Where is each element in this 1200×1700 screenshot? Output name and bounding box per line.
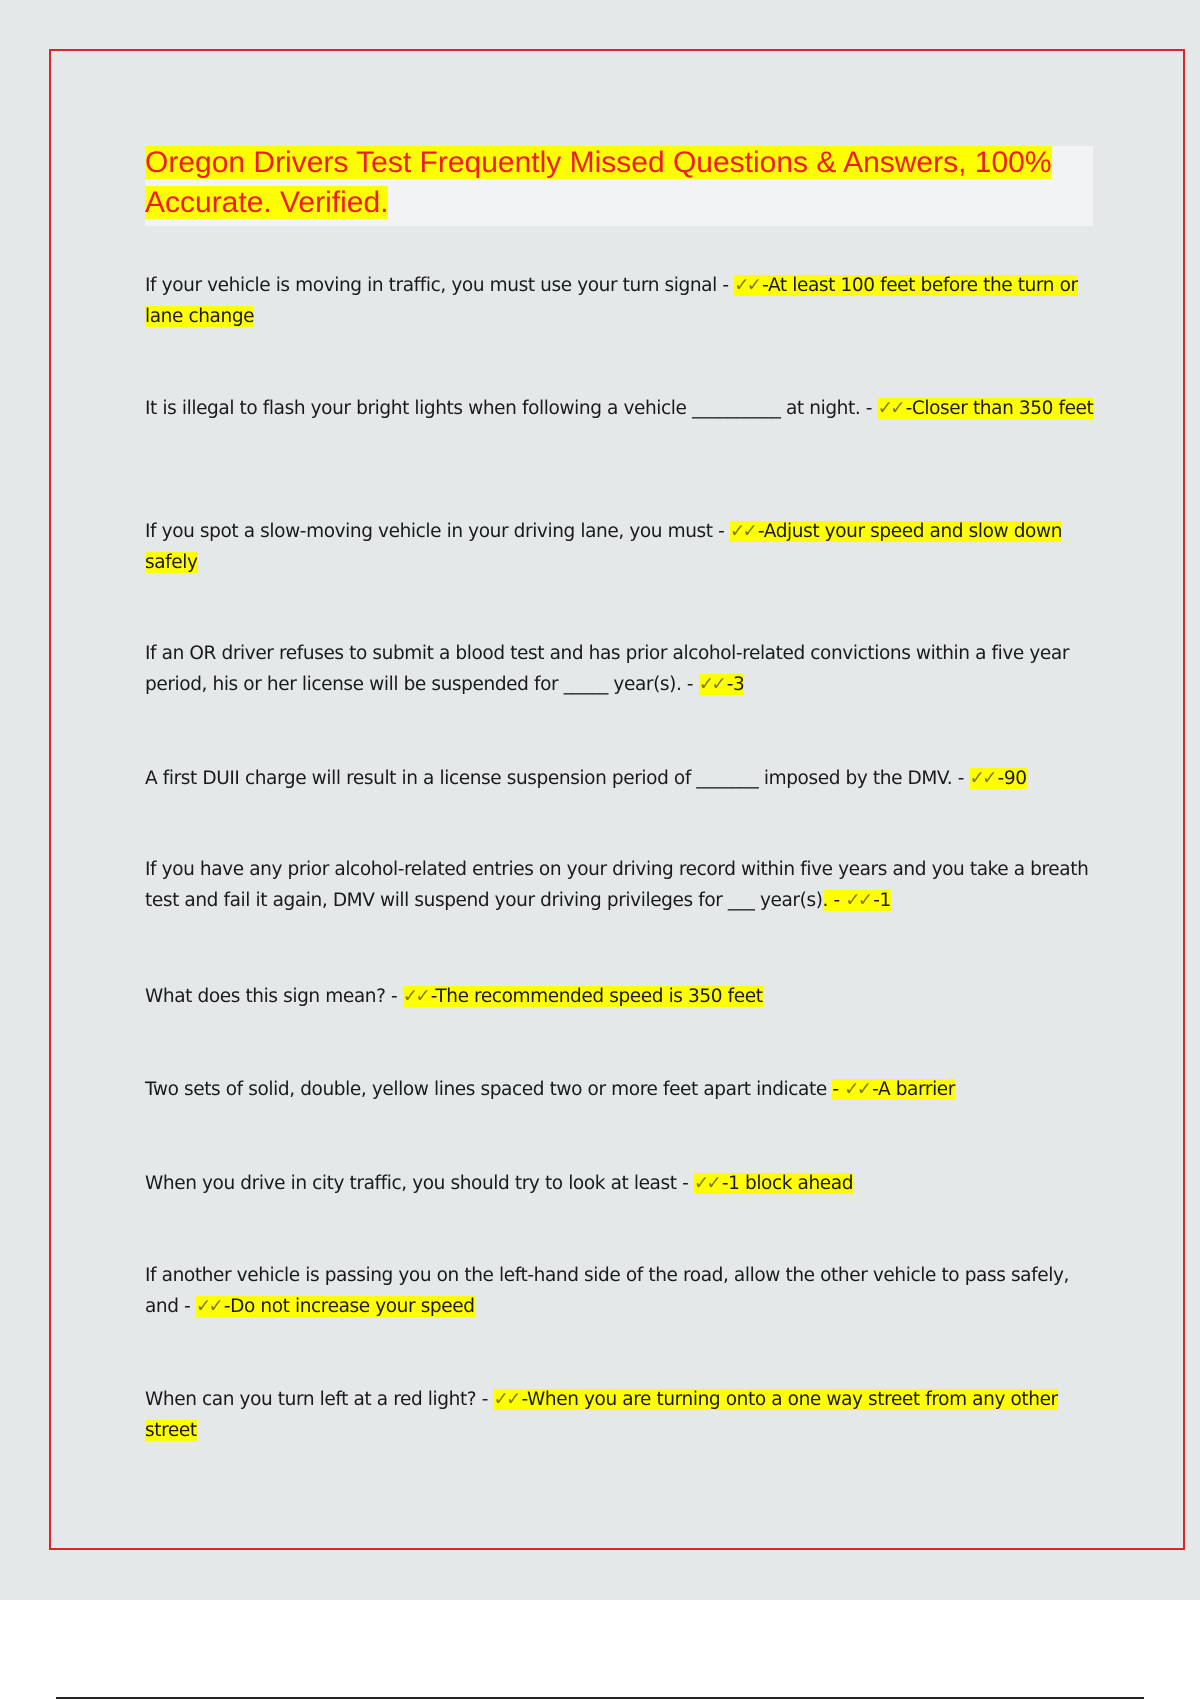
answer-highlight (823, 890, 891, 911)
answer-highlight (832, 1079, 955, 1100)
question-text: Two sets of solid, double, yellow lines spaced two or more feet apart indicate (145, 1079, 833, 1100)
qa-item-10 (145, 1260, 1095, 1322)
double-check-icon: ✓✓ (195, 1296, 221, 1317)
document-title: Oregon Drivers Test Frequently Missed Questions & Answers, 100% Accurate. Verified. (145, 146, 1052, 219)
answer-highlight (694, 1173, 853, 1194)
double-check-icon: ✓✓ (698, 674, 724, 695)
answer-highlight (699, 674, 745, 695)
double-check-icon: ✓✓ (493, 1389, 519, 1410)
footer-rule (56, 1697, 1144, 1699)
answer-text: -1 block ahead (721, 1173, 854, 1194)
qa-item-3 (145, 516, 1095, 578)
qa-item-6 (145, 854, 1095, 916)
question-text: If your vehicle is moving in traffic, you must use your turn signal - (145, 275, 735, 296)
qa-item-1 (145, 270, 1095, 332)
double-check-icon: ✓✓ (729, 521, 755, 542)
answer-text: -Closer than 350 feet (905, 398, 1094, 419)
answer-text: -When you are turning onto a one way street from any other street (145, 1389, 1058, 1441)
answer-text: -At least 100 feet before the turn or lane change (145, 275, 1078, 327)
answer-text: -A barrier (872, 1079, 955, 1100)
double-check-icon: ✓✓ (402, 986, 428, 1007)
answer-prefix: - (832, 1079, 845, 1100)
answer-text: -3 (726, 674, 745, 695)
answer-prefix: . - (822, 890, 846, 911)
qa-item-7 (145, 981, 1095, 1012)
qa-item-2 (145, 393, 1095, 424)
question-text: If you spot a slow-moving vehicle in your driving lane, you must - (145, 521, 730, 542)
double-check-icon: ✓✓ (969, 768, 995, 789)
double-check-icon: ✓✓ (734, 275, 760, 296)
answer-text: -90 (997, 768, 1027, 789)
double-check-icon: ✓✓ (877, 398, 903, 419)
question-text: If an OR driver refuses to submit a blood test and has prior alcohol-related convictions within a five year period, his or her license will be suspended for _____ year(s). - (145, 643, 1070, 695)
answer-text: -Do not increase your speed (223, 1296, 475, 1317)
question-text: If another vehicle is passing you on the left-hand side of the road, allow the other vehicle to pass safely, and - (145, 1265, 1069, 1317)
answer-highlight (403, 986, 763, 1007)
question-text: What does this sign mean? - (145, 986, 403, 1007)
qa-item-9 (145, 1168, 1095, 1199)
answer-text: -The recommended speed is 350 feet (430, 986, 763, 1007)
qa-item-11 (145, 1384, 1095, 1446)
question-text: If you have any prior alcohol-related entries on your driving record within five years and you take a breath test and fail it again, DMV will suspend your driving privileges for ___ year(s) (145, 859, 1089, 911)
double-check-icon: ✓✓ (844, 1079, 870, 1100)
answer-highlight (970, 768, 1027, 789)
question-text: When you drive in city traffic, you should try to look at least - (145, 1173, 694, 1194)
qa-item-8 (145, 1074, 1095, 1105)
answer-highlight (196, 1296, 475, 1317)
answer-text: -1 (873, 890, 891, 911)
answer-text: -Adjust your speed and slow down safely (145, 521, 1063, 573)
double-check-icon: ✓✓ (845, 890, 871, 911)
qa-item-5 (145, 763, 1095, 794)
question-text: When can you turn left at a red light? - (145, 1389, 494, 1410)
question-text: It is illegal to flash your bright lights when following a vehicle __________ at night. - (145, 398, 878, 419)
question-text: A first DUII charge will result in a license suspension period of _______ imposed by the DMV. - (145, 768, 970, 789)
answer-highlight (878, 398, 1094, 419)
double-check-icon: ✓✓ (693, 1173, 719, 1194)
qa-item-4 (145, 638, 1095, 700)
